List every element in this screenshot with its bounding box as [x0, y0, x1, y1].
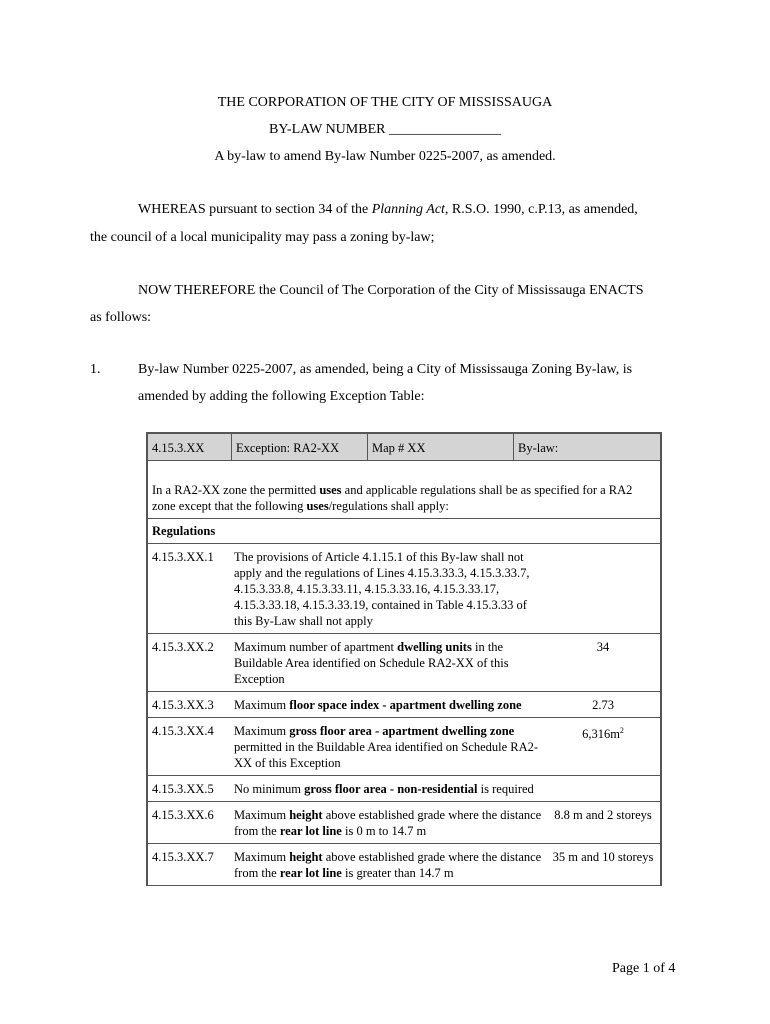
- table-intro: In a RA2-XX zone the permitted uses and applicable regulations shall be as specified for a RA2 zone except that the following uses/regulations shall apply:: [148, 461, 660, 519]
- item-number: 1.: [90, 362, 101, 377]
- header-bylaw: By-law:: [518, 441, 559, 455]
- corporation-title: THE CORPORATION OF THE CITY OF MISSISSAUGA: [217, 95, 553, 110]
- table-row: 4.15.3.XX.5 No minimum gross floor area - non-residential is required: [148, 776, 660, 802]
- item-line1: By-law Number 0225-2007, as amended, being a City of Mississauga Zoning By-law, is: [138, 362, 633, 377]
- table-row: 4.15.3.XX.7 Maximum height above established grade where the distance from the rear lot line is greater than 14.7 m 35 m and 10 storeys: [148, 844, 660, 886]
- table-row: 4.15.3.XX.3 Maximum floor space index - apartment dwelling zone 2.73: [148, 692, 660, 718]
- header-exception: Exception: RA2-XX: [232, 434, 368, 460]
- now-therefore-line1: NOW THEREFORE the Council of The Corporation of the City of Mississauga ENACTS: [138, 283, 644, 298]
- bylaw-subtitle: A by-law to amend By-law Number 0225-2007, as amended.: [214, 149, 556, 164]
- table-row: 4.15.3.XX.2 Maximum number of apartment dwelling units in the Buildable Area identified on Schedule RA2-XX of this Exception 34: [148, 634, 660, 692]
- header-map: Map # XX: [368, 434, 514, 460]
- table-header: [148, 434, 660, 461]
- planning-act: Planning Act: [371, 202, 445, 217]
- table-row: 4.15.3.XX.1 The provisions of Article 4.1.15.1 of this By-law shall not apply and the regulations of Lines 4.15.3.33.3, 4.15.3.33.7, 4.15.3.33.8, 4.15.3.33.11, 4.15.3.33.16, 4.15.3.33.17, 4.15.3.33.18, 4.15.3.33.19, contained in Table 4.15.3.33 of this By-Law shall not apply: [148, 544, 660, 634]
- item-line2: amended by adding the following Exception Table:: [138, 389, 425, 404]
- table-row: 4.15.3.XX.4 Maximum gross floor area - apartment dwelling zone permitted in the Buildable Area identified on Schedule RA2-XX of this Exception $6,316m^2$: [148, 718, 660, 776]
- header-section: 4.15.3.XX: [148, 434, 232, 460]
- page-number: Page 1 of 4: [612, 961, 676, 976]
- whereas-line1: WHEREAS pursuant to section 34 of the Planning Act, R.S.O. 1990, c.P.13, as amended,: [138, 202, 638, 217]
- bylaw-number: BY-LAW NUMBER ________________: [269, 122, 501, 137]
- exception-table: [146, 432, 662, 886]
- whereas-line2: the council of a local municipality may pass a zoning by-law;: [90, 230, 435, 245]
- regulations-label: Regulations: [148, 519, 660, 544]
- table-row: 4.15.3.XX.6 Maximum height above established grade where the distance from the rear lot line is 0 m to 14.7 m 8.8 m and 2 storeys: [148, 802, 660, 844]
- now-therefore-line2: as follows:: [90, 310, 152, 325]
